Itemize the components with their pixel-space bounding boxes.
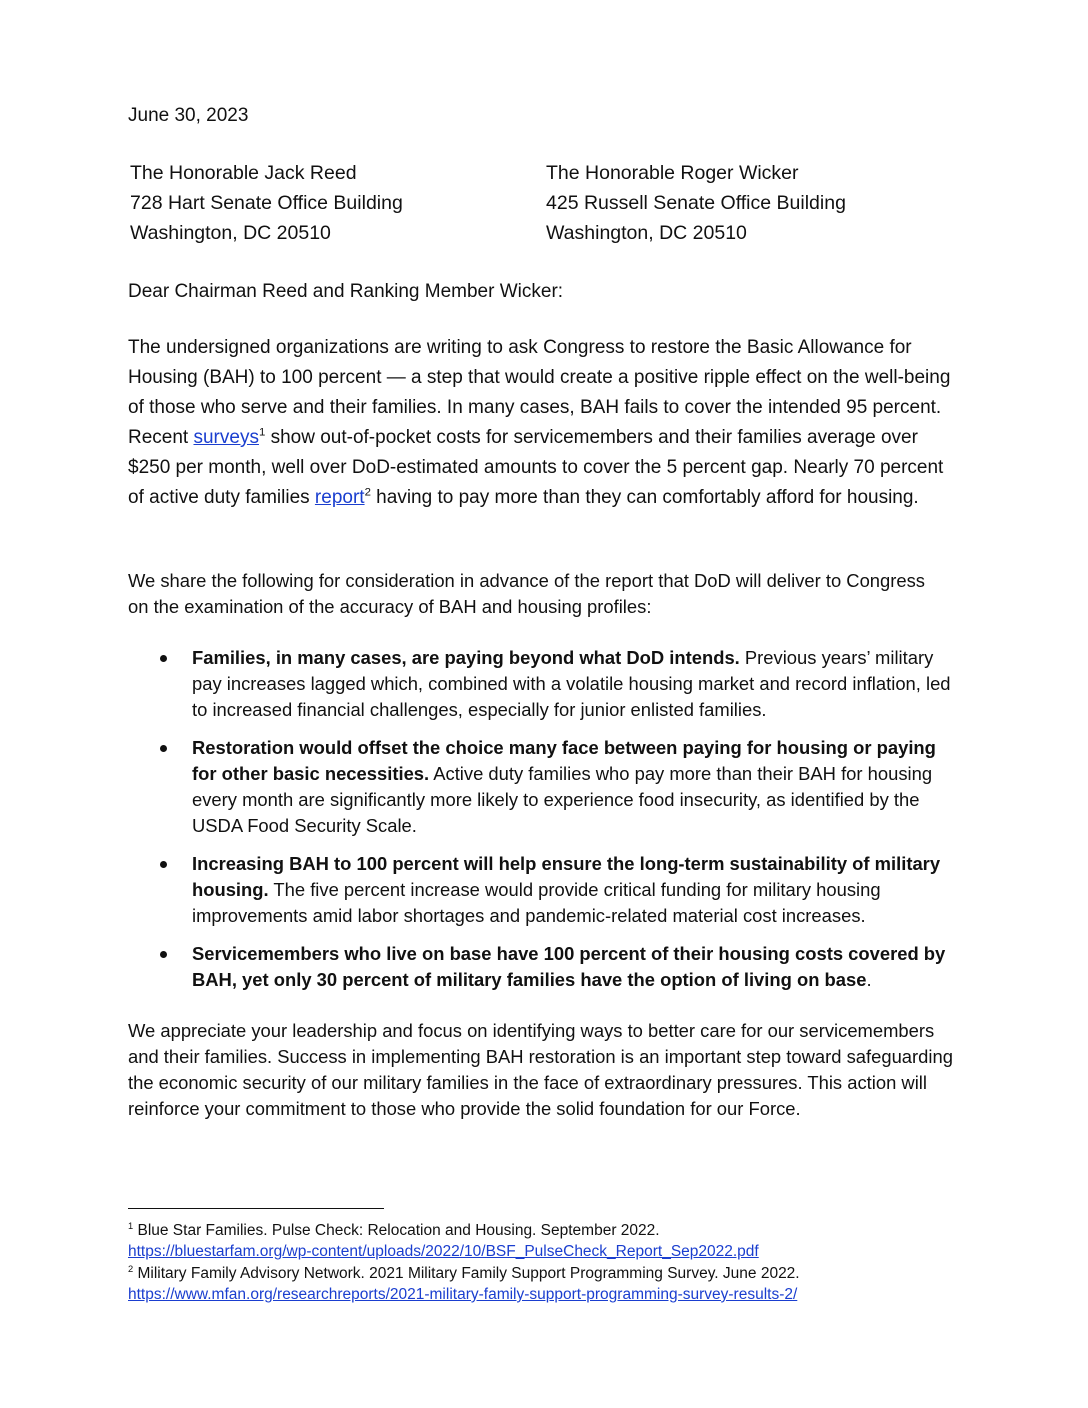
footnote-number: 1 (128, 1220, 134, 1231)
consideration-paragraph: We share the following for consideration in advance of the report that DoD will deliver to Congress on the examination of the accuracy of BAH and housing profiles: (128, 570, 926, 617)
bullet-item (128, 941, 963, 993)
footnote-text: Blue Star Families. Pulse Check: Relocation and Housing. September 2022. (133, 1222, 660, 1239)
footnote-ref-2: 2 (364, 486, 371, 499)
bullet-bold: Families, in many cases, are paying beyond what DoD intends. (192, 647, 740, 668)
recipient-city: Washington, DC 20510 (546, 222, 747, 244)
bullet-icon (160, 655, 167, 662)
bullet-text: . (866, 969, 872, 990)
recipient-address: 728 Hart Senate Office Building (130, 192, 403, 214)
recipient-name: The Honorable Jack Reed (130, 162, 357, 184)
bullet-bold: Servicemembers who live on base have 100 percent of their housing costs covered by BAH, yet only 30 percent of military families have the option of living on base (192, 943, 946, 990)
salutation: Dear Chairman Reed and Ranking Member Wicker: (128, 281, 564, 302)
recipient-name: The Honorable Roger Wicker (546, 162, 799, 184)
footnote-divider (128, 1208, 384, 1209)
surveys-link[interactable]: surveys (193, 427, 259, 448)
bullet-item (128, 851, 963, 929)
footnote-link[interactable]: https://www.mfan.org/researchreports/2021-military-family-support-programming-survey-results-2/ (128, 1286, 798, 1303)
report-link[interactable]: report (314, 487, 365, 508)
intro-text-3: having to pay more than they can comfortably afford for housing. (370, 487, 919, 508)
footnote-number: 2 (128, 1263, 134, 1274)
footnote-link[interactable]: https://bluestarfam.org/wp-content/uploads/2022/10/BSF_PulseCheck_Report_Sep2022.pdf (128, 1243, 759, 1260)
bullet-icon (160, 861, 167, 868)
bullet-text: Active duty families who pay more than their BAH for housing every month are significantly more likely to experience food insecurity, as identified by the USDA Food Security Scale. (192, 763, 933, 836)
recipient-block-wicker (546, 158, 846, 248)
closing-paragraph: We appreciate your leadership and focus on identifying ways to better care for our servicemembers and their families. Success in implementing BAH restoration is an important step toward safeguarding the economic security of our military families in the face of extraordinary pressures. This action will reinforce your commitment to those who provide the solid foundation for our Force. (128, 1020, 953, 1119)
recipient-city: Washington, DC 20510 (130, 222, 331, 244)
bullet-list (128, 645, 963, 1005)
bullet-text: Previous years’ military pay increases lagged which, combined with a volatile housing market and record inflation, led to increased financial challenges, especially for junior enlisted families. (192, 647, 951, 720)
bullet-bold: Restoration would offset the choice many face between paying for housing or paying for other basic necessities. (192, 737, 936, 784)
footnote-1 (128, 1220, 660, 1241)
footnote-1-url (128, 1241, 759, 1262)
footnote-text: Military Family Advisory Network. 2021 Military Family Support Programming Survey. June 2022. (133, 1265, 800, 1282)
recipient-block-reed (130, 158, 403, 248)
footnote-2-url (128, 1284, 797, 1305)
intro-paragraph (128, 333, 958, 513)
letter-date: June 30, 2023 (128, 105, 249, 126)
bullet-item (128, 735, 963, 839)
bullet-icon (160, 745, 167, 752)
intro-text-2: show out-of-pocket costs for servicemembers and their families average over $250 per month, well over DoD-estimated amounts to cover the 5 percent gap. Nearly 70 percent of active duty families (128, 427, 944, 508)
footnote-ref-1: 1 (258, 426, 266, 439)
bullet-text: The five percent increase would provide critical funding for military housing improvements amid labor shortages and pandemic-related material cost increases. (192, 879, 881, 926)
recipient-address: 425 Russell Senate Office Building (546, 192, 846, 214)
intro-text-1: The undersigned organizations are writing to ask Congress to restore the Basic Allowance for Housing (BAH) to 100 percent — a step that would create a positive ripple effect on the well-being of those who serve and their families. In many cases, BAH fails to cover the intended 95 percent. Recent (128, 337, 951, 448)
bullet-bold: Increasing BAH to 100 percent will help ensure the long-term sustainability of military housing. (192, 853, 941, 900)
footnote-2 (128, 1263, 800, 1284)
bullet-icon (160, 951, 167, 958)
bullet-item (128, 645, 963, 723)
